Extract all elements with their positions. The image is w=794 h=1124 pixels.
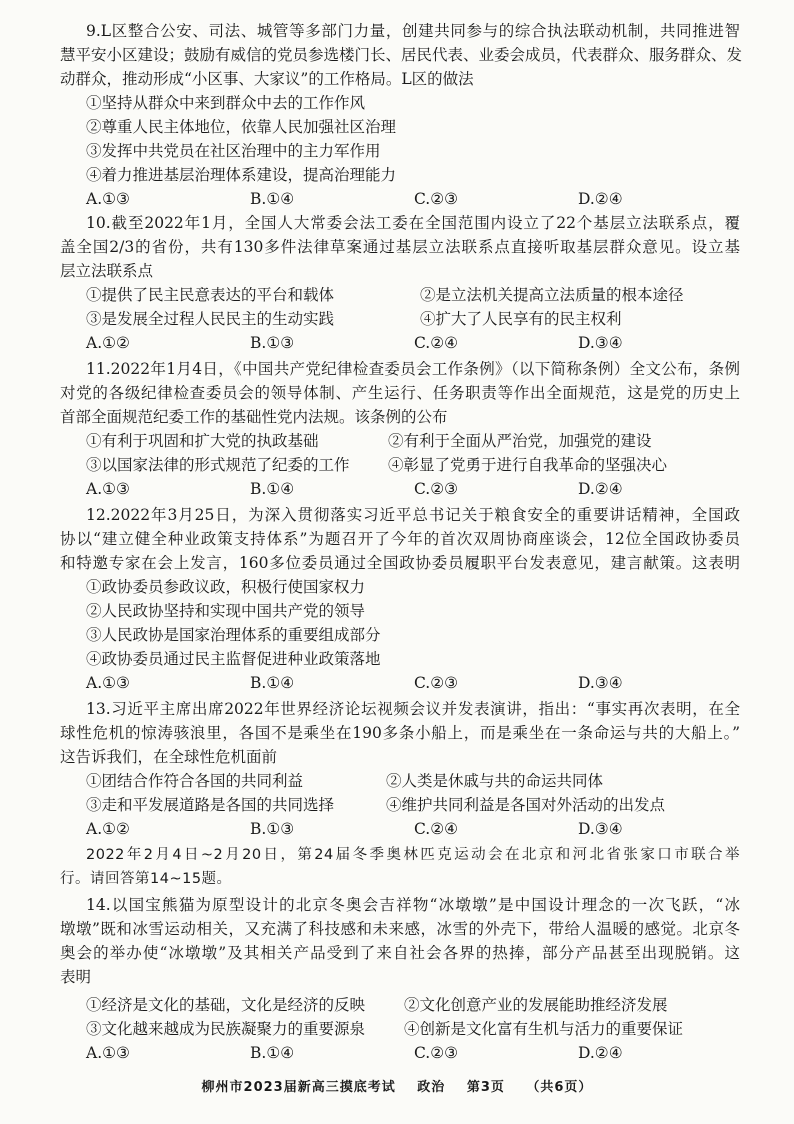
option-4: ④彰显了党勇于进行自我革命的坚强决心 [388,456,668,474]
option-2: ②有利于全面从严治党，加强党的建设 [388,432,652,450]
answer-c: C.②④ [414,334,459,352]
option-4: ④政协委员通过民主监督促进种业政策落地 [86,650,381,668]
page-footer [0,1076,794,1095]
answer-c: C.②④ [414,820,459,838]
option-3: ③是发展全过程人民民主的生动实践 [86,310,335,328]
option-2: ②人类是休戚与共的命运共同体 [386,772,604,790]
question-stem: 球性危机的惊涛骇浪里，各国不是乘坐在190多条小船上，而是乘坐在一条命运与共的大船上。” [60,724,740,742]
answer-c: C.②③ [414,1044,459,1062]
option-2: ②是立法机关提高立法质量的根本途径 [420,286,684,304]
exam-name: 柳州市2023届新高三摸底考试 [201,1080,396,1095]
answer-d: D.③④ [578,674,623,692]
question-stem: 11.2022年1月4日，《中国共产党纪律检查委员会工作条例》（以下简称条例）全文公布，条例 [86,360,740,378]
question-stem: 12.2022年3月25日，为深入贯彻落实习近平总书记关于粮食安全的重要讲话精神，全国政 [86,506,740,524]
answer-c: C.②③ [414,674,459,692]
intro-text: 2022年2月4日~2月20日，第24届冬季奥林匹克运动会在北京和河北省张家口市联合举 [86,847,740,863]
option-1: ①提供了民主民意表达的平台和载体 [86,286,335,304]
question-stem: 13.习近平主席出席2022年世界经济论坛视频会议并发表演讲，指出：“事实再次表明，在全 [86,700,740,718]
question-stem: 层立法联系点 [60,262,154,280]
question-stem: 墩墩”既和冰雪运动相关，又充满了科技感和未来感，冰雪的外壳下，带给人温暖的感觉。北京冬 [60,920,740,938]
option-2: ②尊重人民主体地位，依靠人民加强社区治理 [86,118,397,136]
question-stem: 动群众，推动形成“小区事、大家议”的工作格局。L区的做法 [60,70,474,88]
option-4: ④扩大了人民享有的民主权利 [420,310,622,328]
answer-a: A.①② [86,334,130,352]
option-3: ③以国家法律的形式规范了纪委的工作 [86,456,350,474]
option-3: ③人民政协是国家治理体系的重要组成部分 [86,626,381,644]
option-3: ③发挥中共党员在社区治理中的主力军作用 [86,142,381,160]
answer-b: B.①③ [250,334,295,352]
answer-a: A.①② [86,820,130,838]
option-1: ①政协委员参政议政，积极行使国家权力 [86,578,366,596]
question-stem: 奥会的举办使“冰墩墩”及其相关产品受到了来自社会各界的热捧，部分产品甚至出现脱销。这 [60,944,740,962]
option-4: ④着力推进基层治理体系建设，提高治理能力 [86,166,397,184]
question-stem: 协以“建立健全种业政策支持体系”为题召开了今年的首次双周协商座谈会，12位全国政协委员 [60,530,740,548]
question-stem: 10.截至2022年1月，全国人大常委会法工委在全国范围内设立了22个基层立法联系点，覆 [86,214,740,232]
question-stem: 和特邀专家在会上发言，160多位委员通过全国政协委员履职平台发表意见，建言献策。这表明 [60,554,740,572]
option-4: ④维护共同利益是各国对外活动的出发点 [386,796,666,814]
subject-name: 政治 [417,1080,446,1095]
option-2: ②文化创意产业的发展能助推经济发展 [404,996,668,1014]
answer-b: B.①④ [250,190,295,208]
answer-a: A.①③ [86,190,130,208]
answer-b: B.①④ [250,480,295,498]
question-stem: 9.L区整合公安、司法、城管等多部门力量，创建共同参与的综合执法联动机制，共同推进智 [86,22,740,40]
option-4: ④创新是文化富有生机与活力的重要保证 [404,1020,684,1038]
option-2: ②人民政协坚持和实现中国共产党的领导 [86,602,366,620]
option-1: ①团结合作符合各国的共同利益 [86,772,304,790]
question-stem: 14.以国宝熊猫为原型设计的北京冬奥会吉祥物“冰墩墩”是中国设计理念的一次飞跃，“冰 [86,896,740,914]
answer-c: C.②③ [414,480,459,498]
answer-b: B.①④ [250,674,295,692]
page-total: （共6页） [526,1080,593,1095]
option-3: ③走和平发展道路是各国的共同选择 [86,796,335,814]
question-stem: 对党的各级纪律检查委员会的领导体制、产生运行、任务职责等作出全面规范，这是党的历史上 [60,384,740,402]
answer-a: A.①③ [86,1044,130,1062]
answer-a: A.①③ [86,674,130,692]
option-1: ①经济是文化的基础，文化是经济的反映 [86,996,366,1014]
answer-d: D.③④ [578,334,623,352]
question-stem: 盖全国2/3的省份，共有130多件法律草案通过基层立法联系点直接听取基层群众意见。设立基 [60,238,740,256]
intro-text: 行。请回答第14~15题。 [60,871,232,887]
answer-d: D.②④ [578,1044,623,1062]
option-1: ①坚持从群众中来到群众中去的工作作风 [86,94,366,112]
question-stem: 慧平安小区建设；鼓励有威信的党员参选楼门长、居民代表、业委会成员，代表群众、服务群众、发 [60,46,743,64]
option-1: ①有利于巩固和扩大党的执政基础 [86,432,319,450]
option-3: ③文化越来越成为民族凝聚力的重要源泉 [86,1020,366,1038]
answer-b: B.①④ [250,1044,295,1062]
answer-a: A.①③ [86,480,130,498]
question-stem: 这告诉我们，在全球性危机面前 [60,748,278,766]
question-stem: 表明 [60,968,92,986]
answer-d: D.③④ [578,820,623,838]
answer-d: D.②④ [578,190,623,208]
page-number: 第3页 [466,1080,505,1095]
question-stem: 首部全面规范纪委工作的基础性党内法规。该条例的公布 [60,408,448,426]
answer-d: D.②④ [578,480,623,498]
answer-b: B.①③ [250,820,295,838]
answer-c: C.②③ [414,190,459,208]
